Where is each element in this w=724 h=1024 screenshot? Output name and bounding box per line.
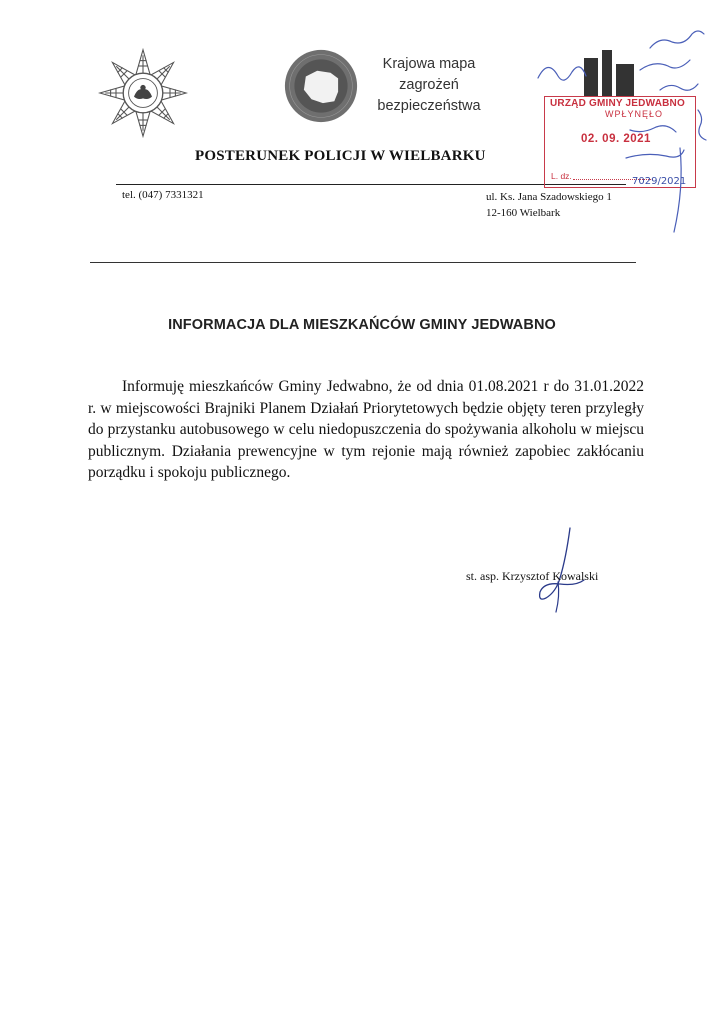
- address-street: ul. Ks. Jana Szadowskiego 1: [486, 191, 612, 203]
- stamp-ldz-value: 7029/2021: [632, 176, 687, 187]
- kmz-line-2: zagrożeń: [399, 77, 459, 93]
- kmz-line-3: bezpieczeństwa: [377, 98, 481, 114]
- office-address: [486, 189, 612, 221]
- stamp-ldz-line: [573, 179, 653, 180]
- police-star-icon: [98, 48, 188, 138]
- kmz-logo-text: [364, 54, 494, 117]
- stamp-received: WPŁYNĘŁO: [605, 109, 664, 119]
- document-body: Informuję mieszkańców Gminy Jedwabno, że od dnia 01.08.2021 r do 31.01.2022 r. w miejscowości Brajniki Planem Działań Priorytetowych będzie objęty teren przyległy do przystanku autobusowego w celu niedopuszczenia do spożywania alkoholu w miejscu publicznym. Działania prewencyjne w tym rejonie mają również zapobiec zakłócaniu porządku i spokoju publicznego.: [88, 378, 644, 482]
- body-divider: [90, 262, 636, 263]
- stamp-date: 02. 09. 2021: [581, 133, 651, 145]
- stamp-building-icon: [580, 44, 640, 96]
- stamp-title: URZĄD GMINY JEDWABNO: [550, 98, 685, 109]
- office-title: POSTERUNEK POLICJI W WIELBARKU: [195, 148, 486, 164]
- registration-stamp: [544, 96, 696, 188]
- signer-name: st. asp. Krzysztof Kowalski: [466, 569, 599, 583]
- stamp-ldz-label: L. dz.: [551, 171, 572, 181]
- poland-map-icon: [283, 48, 359, 124]
- address-city: 12-160 Wielbark: [486, 207, 561, 219]
- phone-number: tel. (047) 7331321: [122, 189, 204, 201]
- kmz-line-1: Krajowa mapa: [382, 56, 476, 72]
- document-heading: INFORMACJA DLA MIESZKAŃCÓW GMINY JEDWABNO: [168, 317, 556, 333]
